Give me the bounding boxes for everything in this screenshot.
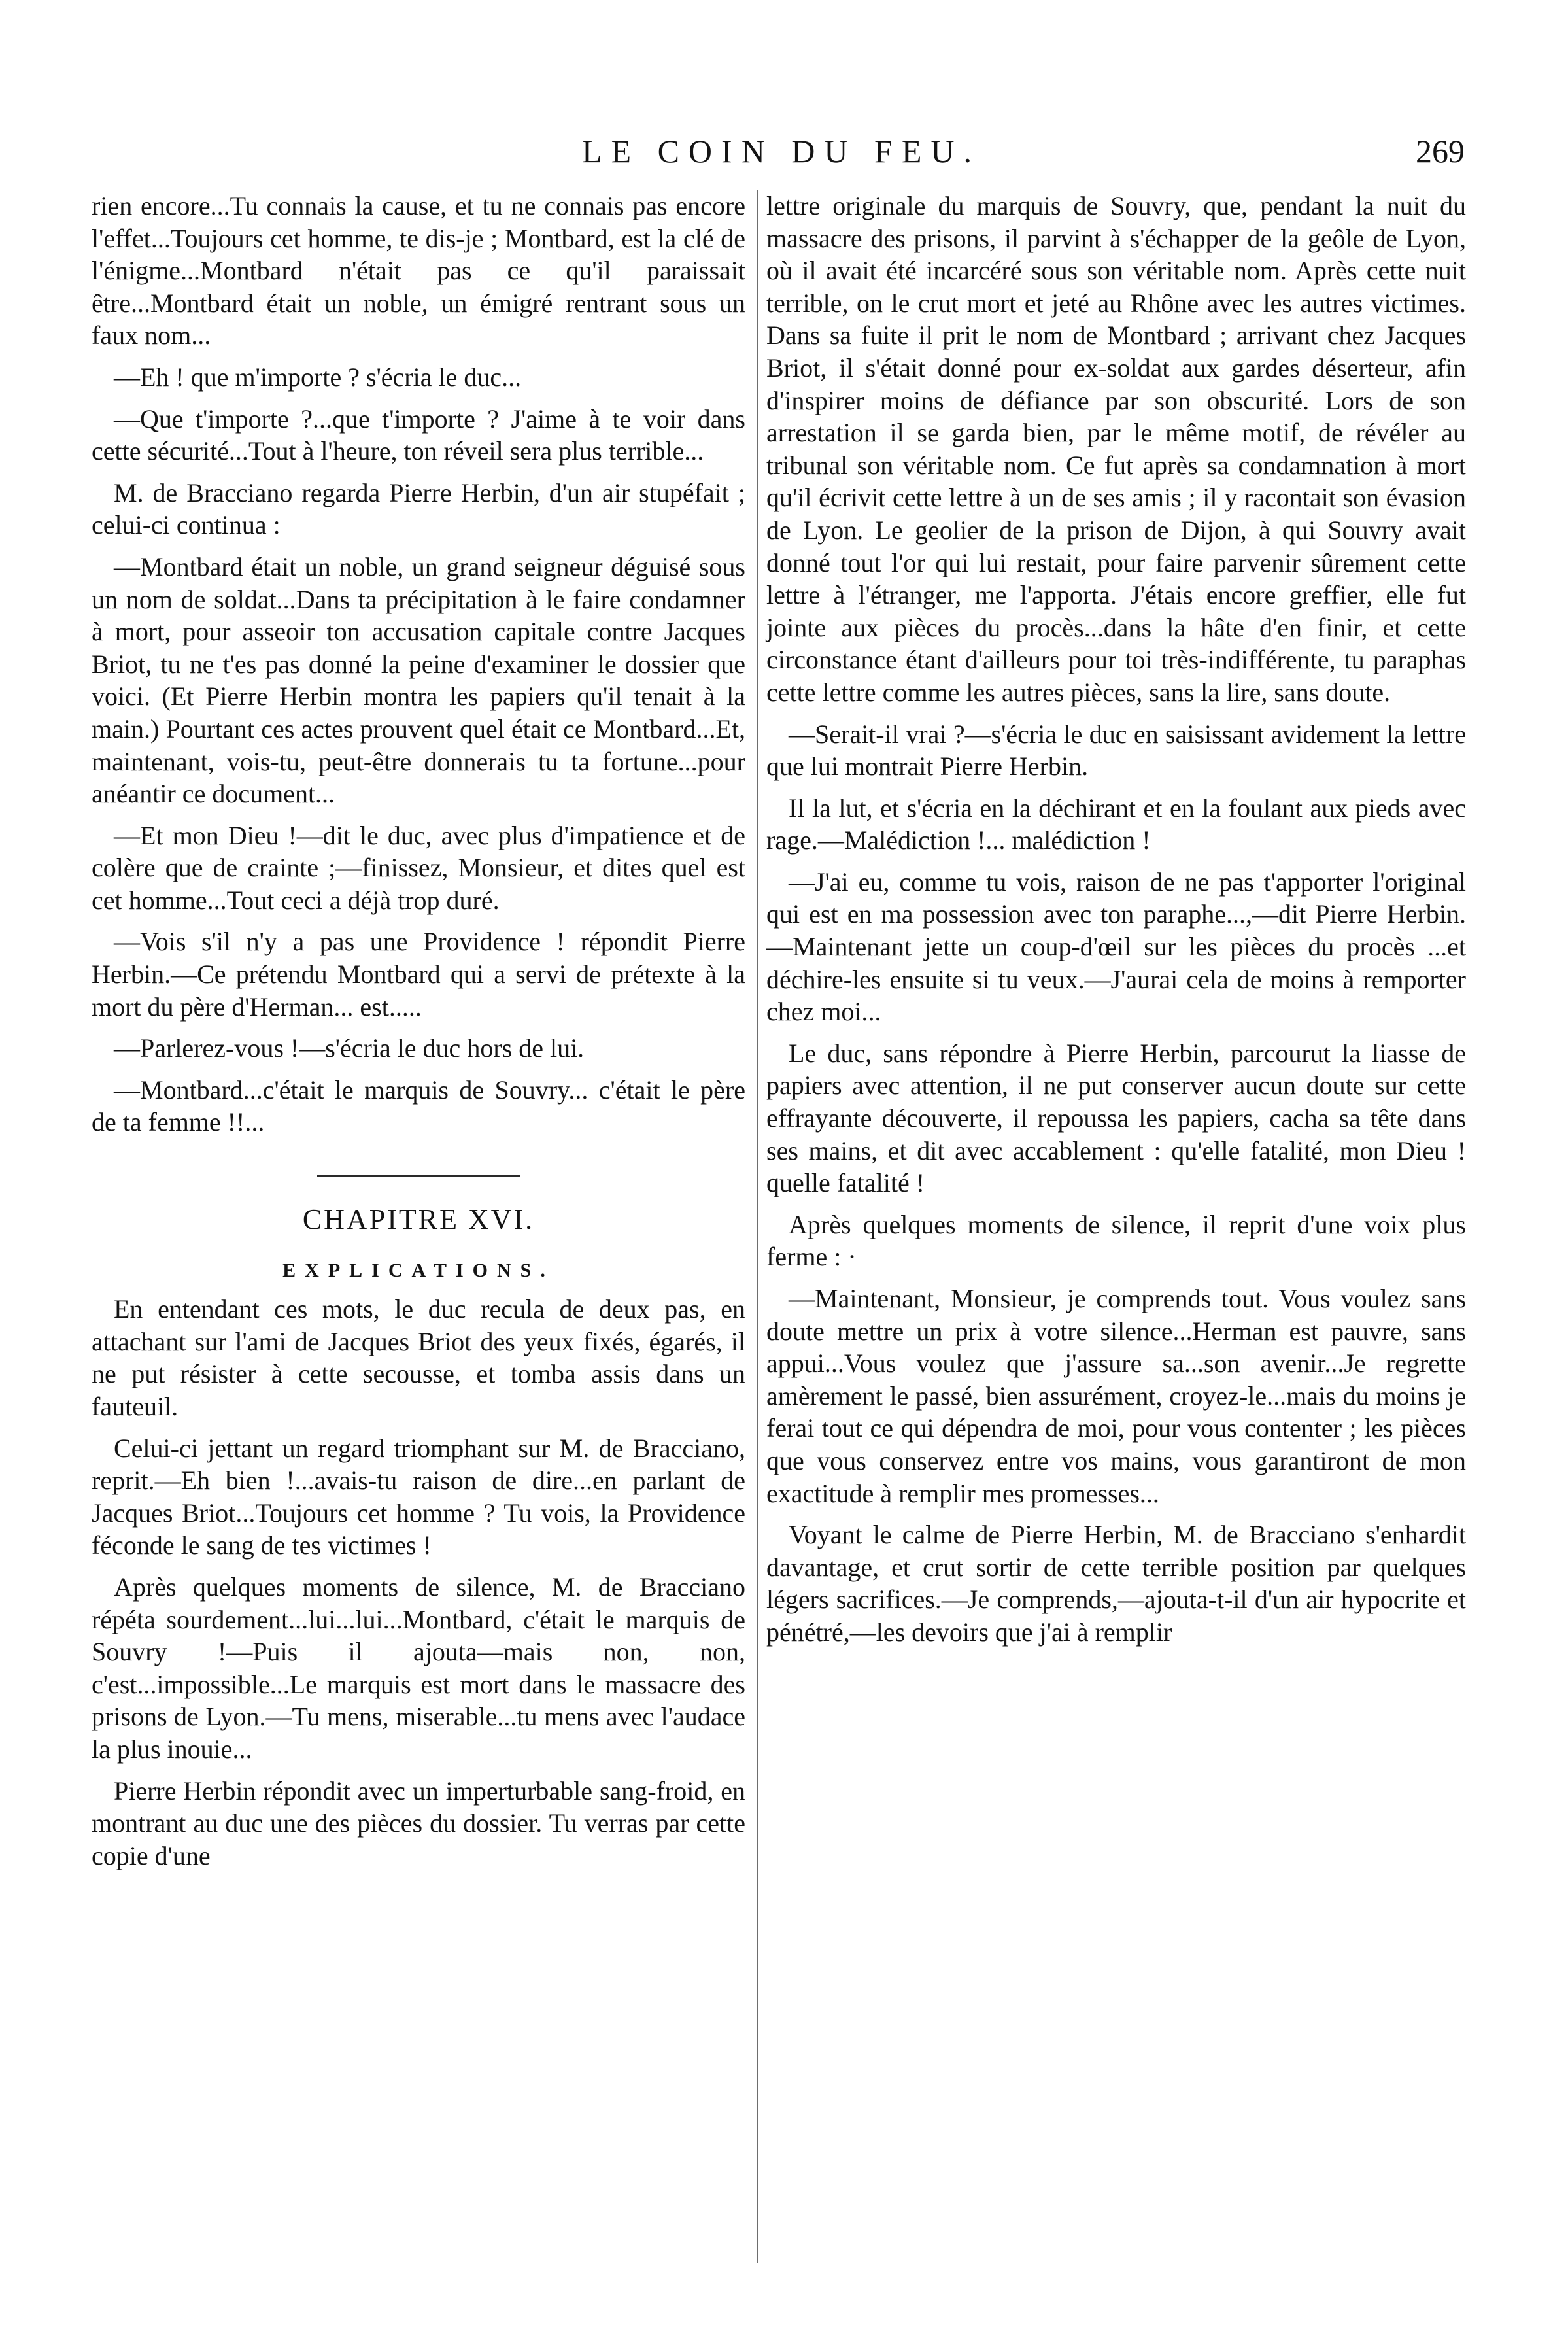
- paragraph: —Vois s'il n'y a pas une Providence ! répondit Pierre Herbin.—Ce prétendu Montbard qui a servi de prétexte à la mort du père d'Herman... est.....: [92, 927, 745, 1022]
- paragraph: —Serait-il vrai ?—s'écria le duc en saisissant avidement la lettre que lui montrait Pierre Herbin.: [766, 719, 1466, 782]
- chapter-separator: [317, 1175, 520, 1177]
- paragraph: Pierre Herbin répondit avec un imperturbable sang-froid, en montrant au duc une des pièces du dossier. Tu verras par cette copie d'une: [92, 1776, 745, 1870]
- paragraph: lettre originale du marquis de Souvry, que, pendant la nuit du massacre des prisons, il parvint à s'échapper de la geôle de Lyon, où il avait été incarcéré sous son véritable nom. Après cette nuit terrible, on le crut mort et jeté au Rhône avec les autres victimes. Dans sa fuite il prit le nom de Montbard ; arrivant chez Jacques Briot, il s'était donné pour ex-soldat aux gardes déserteur, afin d'inspirer moins de défiance par son obscurité. Lors de son arrestation il se garda bien, par le même motif, de révéler au tribunal son véritable nom. Ce fut après sa condamnation à mort qu'il écrivit cette lettre à un de ses amis ; il y racontait son évasion de Lyon. Le geolier de la prison de Dijon, à qui Souvry avait donné tout l'or qui lui restait, pour faire parvenir sûrement cette lettre à l'étranger, me l'apporta. J'étais encore greffier, elle fut jointe aux pièces du procès...dans la hâte d'en finir, et cette circonstance étant d'ailleurs pour toi très-indifférente, tu paraphas cette lettre comme les autres pièces, sans la lire, sans doute.: [766, 191, 1466, 707]
- paragraph: Après quelques moments de silence, M. de Bracciano répéta sourdement...lui...lui...Montbard, c'était le marquis de Souvry !—Puis il ajouta—mais non, non, c'est...impossible...Le marquis est mort dans le massacre des prisons de Lyon.—Tu mens, miserable...tu mens avec l'audace la plus inouie...: [92, 1572, 745, 1764]
- paragraph: Voyant le calme de Pierre Herbin, M. de Bracciano s'enhardit davantage, et crut sortir de cette terrible position par quelques légers sacrifices.—Je comprends,—ajouta-t-il d'un air hypocrite et pénétré,—les devoirs que j'ai à remplir: [766, 1520, 1466, 1647]
- chapter-heading: CHAPITRE XVI.: [302, 1203, 535, 1236]
- paragraph: M. de Bracciano regarda Pierre Herbin, d'un air stupéfait ; celui-ci continua :: [92, 477, 745, 540]
- running-title: LE COIN DU FEU.: [582, 133, 981, 169]
- paragraph: —J'ai eu, comme tu vois, raison de ne pas t'apporter l'original qui est en ma possession avec ton paraphe...,—dit Pierre Herbin.—Maintenant jette un coup-d'œil sur les pièces du procès ...et déchire-les ensuite si tu veux.—J'aurai cela de moins à remporter chez moi...: [766, 867, 1466, 1027]
- paragraph: —Maintenant, Monsieur, je comprends tout. Vous voulez sans doute mettre un prix à votre silence...Herman est pauvre, sans appui...Vous voulez que j'assure sa...son avenir...Je regrette amèrement le passé, bien assurément, croyez-le...mais du moins je ferai tout ce qui dépendra de moi, pour vous contenter ; les pièces que vous conservez entre vos mains, vous garantiront de mon exactitude à remplir mes promesses...: [766, 1284, 1466, 1508]
- paragraph: Le duc, sans répondre à Pierre Herbin, parcourut la liasse de papiers avec attention, il ne put conserver aucun doute sur cette effrayante découverte, il repoussa les papiers, cacha sa tête dans ses mains, et dit avec accablement : qu'elle fatalité, mon Dieu ! quelle fatalité !: [766, 1038, 1466, 1198]
- paragraph: Il la lut, et s'écria en la déchirant et en la foulant aux pieds avec rage.—Malédiction !... malédiction !: [766, 793, 1466, 855]
- chapter-subtitle: EXPLICATIONS.: [282, 1259, 554, 1281]
- paragraph: —Montbard...c'était le marquis de Souvry... c'était le père de ta femme !!...: [92, 1074, 745, 1137]
- paragraph: —Eh ! que m'importe ? s'écria le duc...: [114, 362, 522, 392]
- column-rule: [757, 190, 758, 2263]
- paragraph: Après quelques moments de silence, il reprit d'une voix plus ferme : ·: [766, 1209, 1466, 1272]
- paragraph: —Montbard était un noble, un grand seigneur déguisé sous un nom de soldat...Dans ta précipitation à le faire condamner à mort, pour asseoir ton accusation capitale contre Jacques Briot, tu ne t'es pas donné la peine d'examiner le dossier que voici. (Et Pierre Herbin montra les papiers qu'il tenait à la main.) Pourtant ces actes prouvent quel était ce Montbard...Et, maintenant, vois-tu, peut-être donnerais tu ta fortune...pour anéantir ce document...: [92, 551, 745, 809]
- page-header: [98, 128, 1465, 174]
- paragraph: —Et mon Dieu !—dit le duc, avec plus d'impatience et de colère que de crainte ;—finissez, Monsieur, et dites quel est cet homme...Tout ceci a déjà trop duré.: [92, 820, 745, 915]
- right-column: [766, 190, 1466, 1658]
- page-number: 269: [1416, 133, 1465, 169]
- paragraph: rien encore...Tu connais la cause, et tu ne connais pas encore l'effet...Toujours cet homme, te dis-je ; Montbard, est la clé de l'énigme...Montbard n'était pas ce qu'il paraissait être...Montbard était un noble, un émigré rentrant sous un faux nom...: [92, 191, 745, 351]
- paragraph: En entendant ces mots, le duc recula de deux pas, en attachant sur l'ami de Jacques Briot des yeux fixés, égarés, il ne put résister à cette secousse, et tomba assis dans un fauteuil.: [92, 1294, 745, 1421]
- paragraph: —Parlerez-vous !—s'écria le duc hors de lui.: [114, 1033, 585, 1063]
- paragraph: Celui-ci jettant un regard triomphant sur M. de Bracciano, reprit.—Eh bien !...avais-tu raison de dire...en parlant de Jacques Briot...Toujours cet homme ? Tu vois, la Providence féconde le sang de tes victimes !: [92, 1433, 745, 1560]
- paragraph: —Que t'importe ?...que t'importe ? J'aime à te voir dans cette sécurité...Tout à l'heure, ton réveil sera plus terrible...: [92, 404, 745, 466]
- left-column: [92, 190, 745, 1881]
